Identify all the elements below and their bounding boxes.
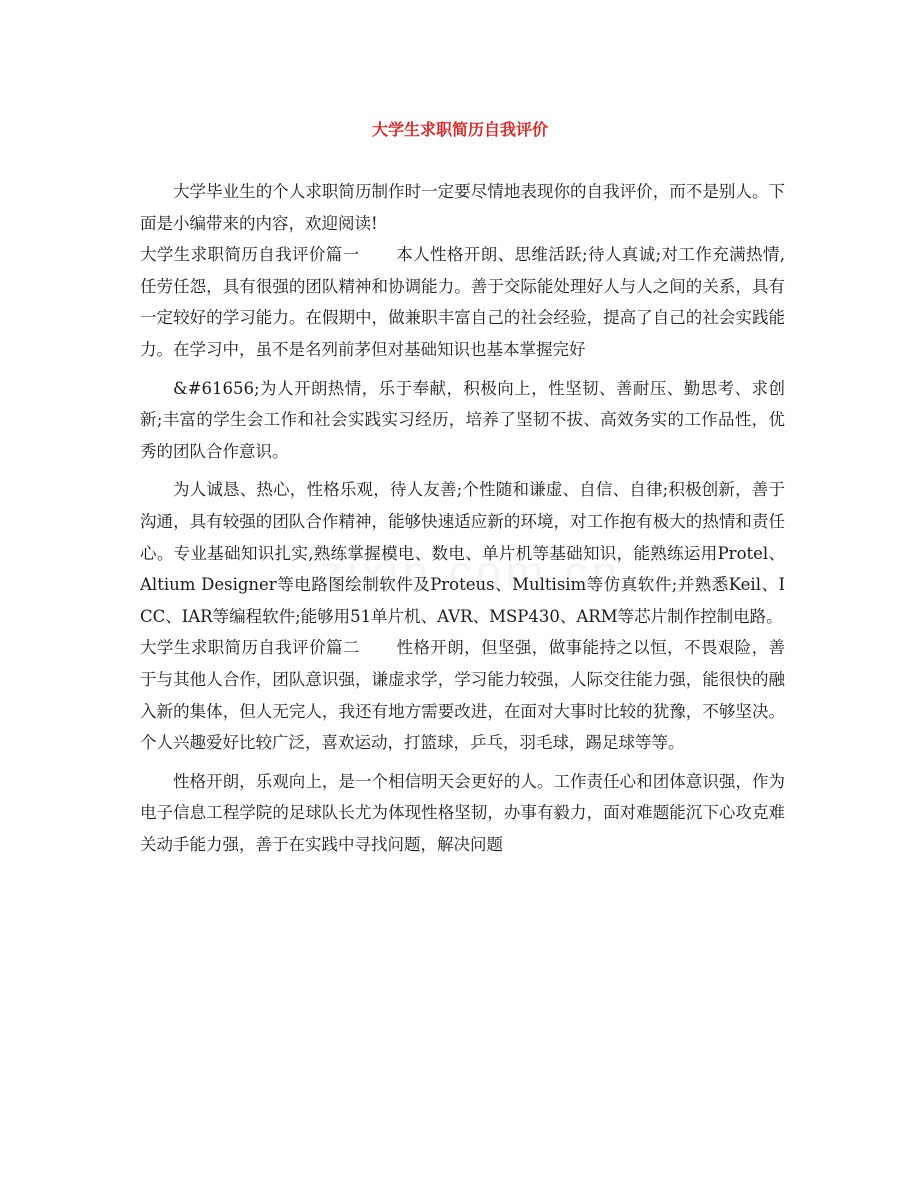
section-one-heading: 大学生求职简历自我评价篇一 (140, 245, 360, 265)
section-two-body: 性格开朗，但坚强，做事能持之以恒，不畏艰险，善于与其他人合作，团队意识强，谦虚求学，学习能力较强，人际交往能力强，能很快的融入新的集体，但人无完人，我还有地方需要改进，在面对大事时比较的犹豫，不够坚决。个人兴趣爱好比较广泛，喜欢运动，打篮球，乒乓，羽毛球，踢足球等等。 (140, 638, 786, 753)
section-two-heading: 大学生求职简历自我评价篇二 (140, 638, 360, 658)
document-body (140, 176, 785, 860)
document-title: 大学生求职简历自我评价 (371, 120, 548, 139)
intro-paragraph: 大学毕业生的个人求职简历制作时一定要尽情地表现你的自我评价，而不是别人。下面是小编带来的内容，欢迎阅读! (140, 182, 785, 233)
section-one-paragraph (140, 239, 785, 365)
personality-paragraph: 性格开朗，乐观向上，是一个相信明天会更好的人。工作责任心和团体意识强，作为电子信息工程学院的足球队长尤为体现性格坚韧，办事有毅力，面对难题能沉下心攻克难关动手能力强，善于在实践中寻找问题，解决问题 (140, 771, 785, 854)
skills-paragraph: 为人诚恳、热心，性格乐观，待人友善;个性随和谦虚、自信、自律;积极创新，善于沟通，具有较强的团队合作精神，能够快速适应新的环境，对工作抱有极大的热情和责任心。专业基础知识扎实,熟练掌握模电、数电、单片机等基础知识，能熟练运用Protel、Altium Designer等电路图绘制软件及Proteus、Multisim等仿真软件;并熟悉Keil、ICC、IAR等编程软件;能够用51单片机、AVR、MSP430、ARM等芯片制作控制电路。 (140, 480, 785, 626)
strengths-paragraph: &#61656;为人开朗热情，乐于奉献，积极向上，性坚韧、善耐压、勤思考、求创新;丰富的学生会工作和社会实践实习经历，培养了坚韧不拔、高效务实的工作品性，优秀的团队合作意识。 (140, 378, 785, 461)
section-two-paragraph (140, 632, 785, 758)
section-one-body: 本人性格开朗、思维活跃;待人真诚;对工作充满热情,任劳任怨，具有很强的团队精神和协调能力。善于交际能处理好人与人之间的关系，具有一定较好的学习能力。在假期中，做兼职丰富自己的社会经验，提高了自己的社会实践能力。在学习中，虽不是名列前茅但对基础知识也基本掌握完好 (140, 245, 785, 359)
